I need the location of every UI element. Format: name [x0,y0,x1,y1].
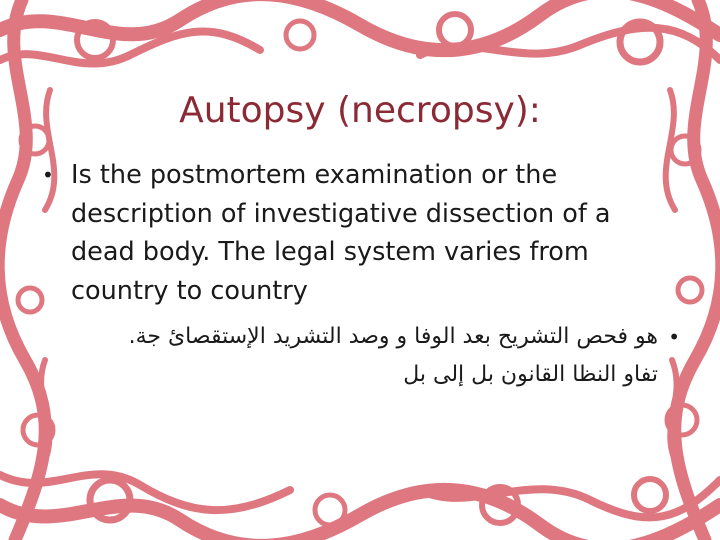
bullet-marker: • [42,163,54,187]
bullet-marker-arabic: • [668,325,680,349]
bullet-arabic-line-2: تفاو النظا القانون بل إلى بل [403,362,658,387]
slide-title: Autopsy (necropsy): [179,90,541,131]
bullet-arabic [58,318,680,394]
bullet-english-text: Is the postmortem examination or the description of investigative dissection of a dead body. The legal system varies from country to country [71,160,611,306]
bullet-english [42,156,642,310]
bullet-arabic-line-1: هو فحص التشريح بعد الوفا و وصد التشريد الإستقصائ جة. [128,324,658,349]
